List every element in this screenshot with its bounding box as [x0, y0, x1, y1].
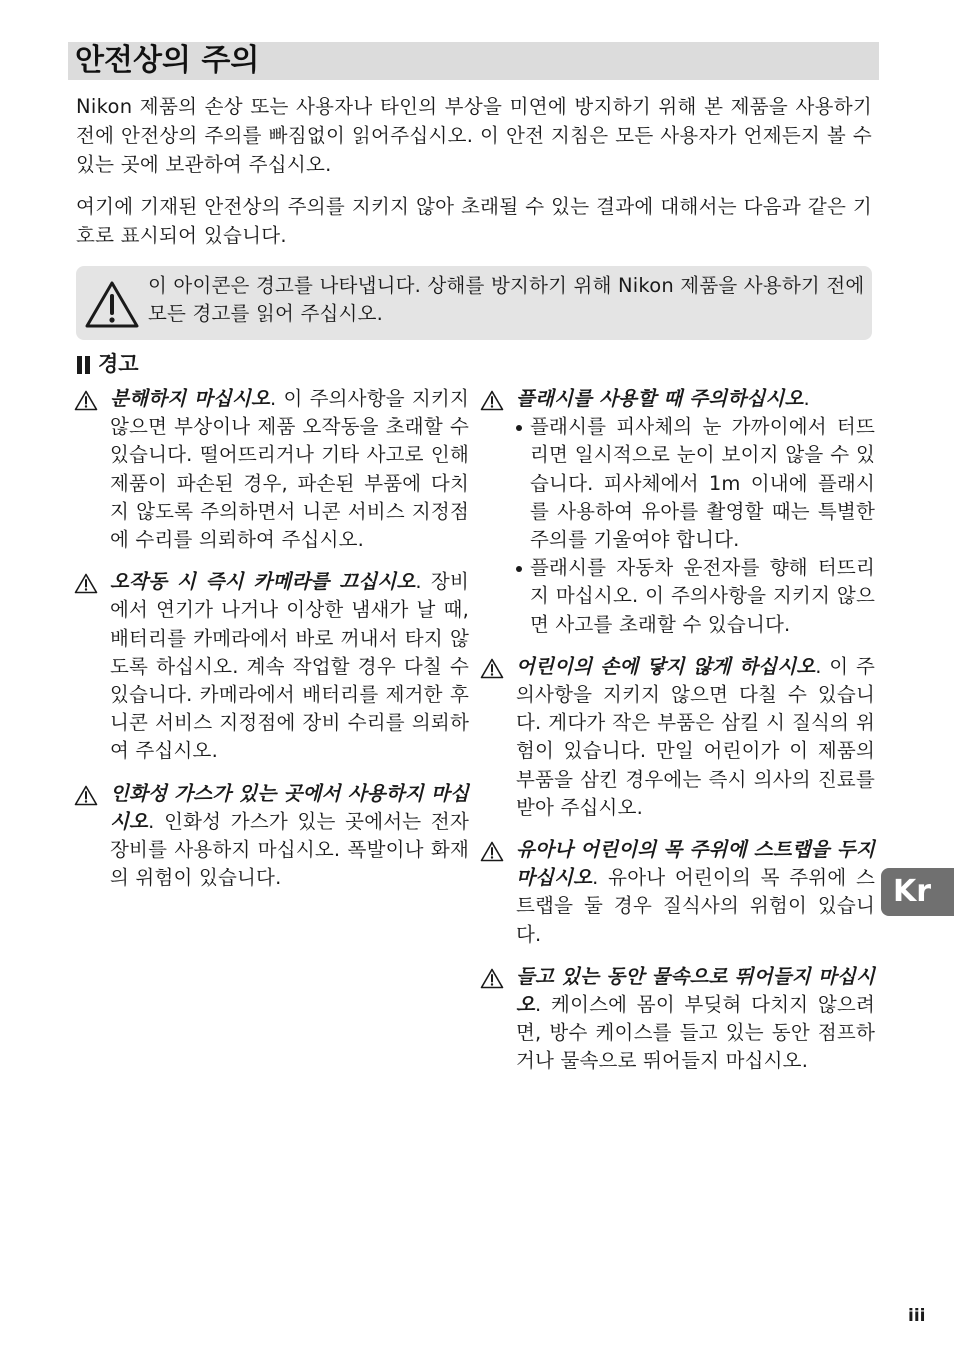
page-number: iii: [908, 1306, 926, 1326]
warning-icon: [74, 390, 98, 411]
warning-body: . 장비에서 연기가 나거나 이상한 냄새가 날 때, 배터리를 카메라에서 바로 꺼내서 타지 않도록 하십시오. 계속 작업할 경우 다칠 수 있습니다. 카메라에서 배터리를 제거한 후 니콘 서비스 지정점에 장비 수리를 의뢰하여 주십시오.: [110, 570, 469, 763]
intro-paragraph-1: Nikon 제품의 손상 또는 사용자나 타인의 부상을 미연에 방지하기 위해 본 제품을 사용하기 전에 안전상의 주의를 빠짐없이 읽어주십시오. 이 안전 지침은 모든 사용자가 언제든지 볼 수 있는 곳에 보관하여 주십시오.: [76, 95, 872, 176]
warning-icon: [480, 390, 504, 411]
warning-icon: [480, 841, 504, 862]
warning-item-children: [480, 653, 875, 822]
section-bars-icon: [76, 355, 92, 375]
warning-icon: [74, 785, 98, 806]
language-tab-label: Kr: [893, 874, 932, 909]
warning-item-flammable-gas: [74, 780, 469, 893]
warning-body: . 이 주의사항을 지키지 않으면 부상이나 제품 오작동을 초래할 수 있습니다. 떨어뜨리거나 기타 사고로 인해 제품이 파손된 경우, 파손된 부품에 다치지 않도록 주의하면서 니콘 서비스 지정점에 수리를 의뢰하여 주십시오.: [110, 387, 469, 552]
language-tab: [881, 868, 954, 916]
page-title: 안전상의 주의: [75, 43, 260, 78]
warning-icon: [74, 573, 98, 594]
warning-item-malfunction: [74, 568, 469, 765]
warning-heading: 인화성 가스가 있는 곳에서 사용하지 마십시오: [110, 781, 469, 833]
warning-body: . 이 주의사항을 지키지 않으면 다칠 수 있습니다. 게다가 작은 부품은 삼킬 시 질식의 위험이 있습니다. 만일 어린이가 이 제품의 부품을 삼킨 경우에는 즉시 의사의 진료를 받아 주십시오.: [516, 654, 875, 819]
list-item: 플래시를 피사체의 눈 가까이에서 터뜨리면 일시적으로 눈이 보이지 않을 수 있습니다. 피사체에서 1m 이내에 플래시를 사용하여 유아를 촬영할 때는 특별한 주의를 기울여야 합니다.: [516, 413, 875, 554]
warning-item-water: [480, 963, 875, 1076]
title-bar: [68, 42, 879, 80]
warning-body: . 케이스에 몸이 부딪혀 다치지 않으려면, 방수 케이스를 들고 있는 동안 점프하거나 물속으로 뛰어들지 마십시오.: [516, 993, 875, 1073]
warning-body: .: [803, 387, 810, 410]
warning-heading: 유아나 어린이의 목 주위에 스트랩을 두지 마십시오: [516, 838, 875, 890]
warning-legend-box: [76, 266, 872, 340]
warning-heading: 분해하지 마십시오: [110, 387, 270, 410]
warning-heading: 들고 있는 동안 물속으로 뛰어들지 마십시오: [516, 964, 875, 1017]
intro-paragraph-2: 여기에 기재된 안전상의 주의를 지키지 않아 초래될 수 있는 결과에 대해서는 다음과 같은 기호로 표시되어 있습니다.: [76, 195, 872, 247]
list-item: 플래시를 자동차 운전자를 향해 터뜨리지 마십시오. 이 주의사항을 지키지 않으면 사고를 초래할 수 있습니다.: [516, 554, 875, 639]
warning-heading: 오작동 시 즉시 카메라를 끄십시오: [110, 570, 416, 594]
warning-body: . 인화성 가스가 있는 곳에서는 전자 장비를 사용하지 마십시오. 폭발이나 화재의 위험이 있습니다.: [110, 809, 469, 890]
warning-icon: [480, 658, 504, 679]
warnings-left-column: [74, 385, 469, 906]
warning-triangle-icon: [84, 280, 140, 330]
warning-item-flash: [480, 385, 875, 639]
warning-icon: [480, 968, 504, 989]
section-heading-label: 경고: [98, 352, 139, 376]
warning-body: . 유아나 어린이의 목 주위에 스트랩을 둘 경우 질식사의 위험이 있습니다.: [516, 866, 875, 946]
warnings-right-column: [480, 385, 875, 1090]
warning-item-strap: [480, 836, 875, 949]
warning-heading: 플래시를 사용할 때 주의하십시오: [516, 387, 804, 410]
warning-item-disassemble: [74, 385, 469, 554]
flash-bullet-list: [516, 413, 875, 639]
warning-legend-text: 이 아이콘은 경고를 나타냅니다. 상해를 방지하기 위해 Nikon 제품을 사용하기 전에 모든 경고를 읽어 주십시오.: [148, 274, 865, 325]
section-heading-warning: [76, 349, 139, 379]
warning-heading: 어린이의 손에 닿지 않게 하십시오: [516, 654, 816, 678]
